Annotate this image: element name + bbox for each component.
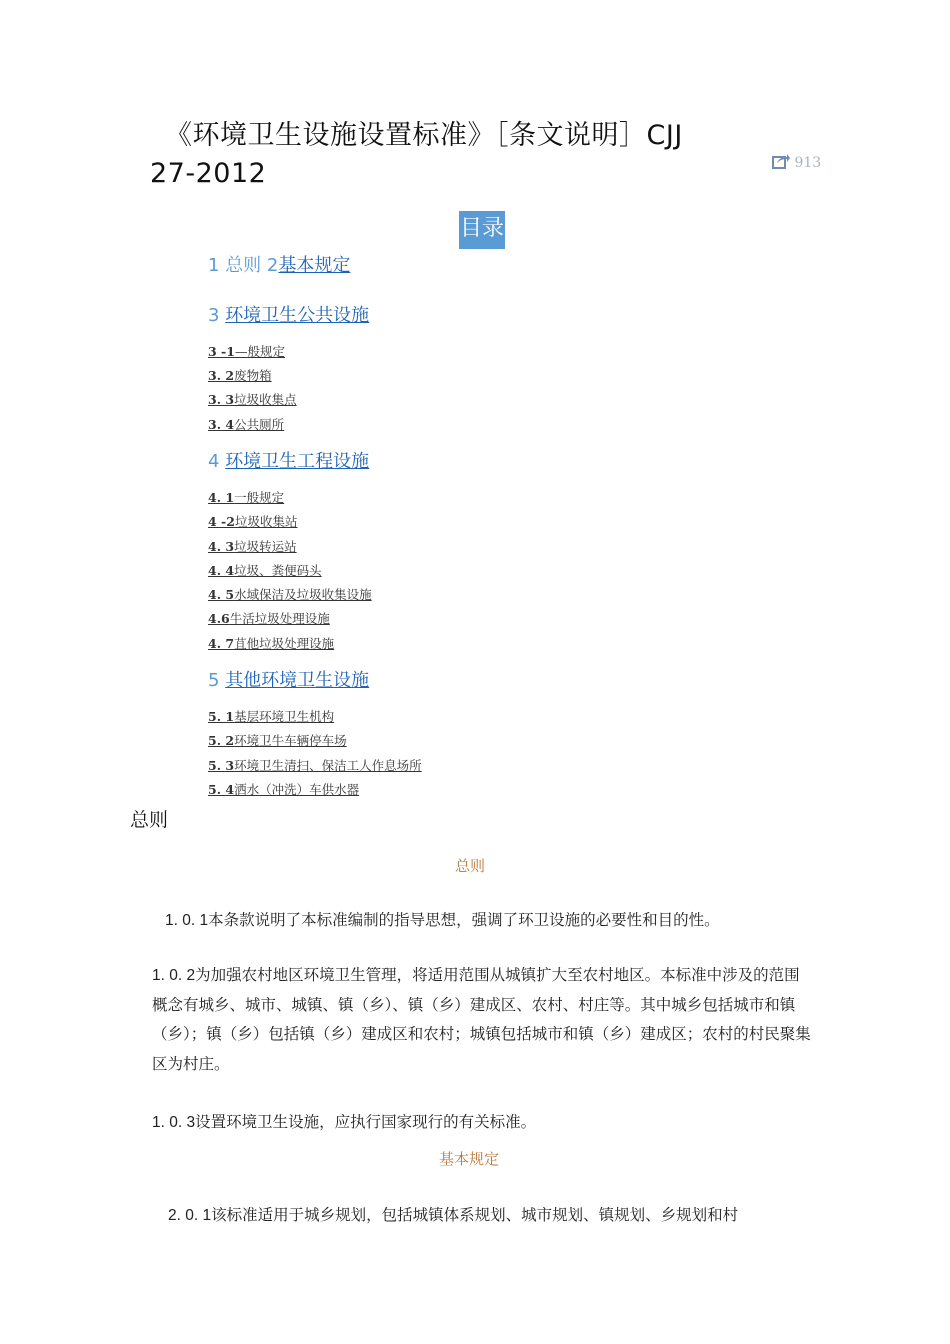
clause-number: 1. 0. 3 (152, 1114, 196, 1131)
toc-item-3-2[interactable]: 3. 2废物箱 (208, 368, 272, 383)
share-icon (772, 155, 794, 171)
share-count: 913 (794, 155, 822, 171)
section-plain-heading: 总则 (130, 809, 169, 831)
paragraph-1-0-2 (152, 961, 815, 1079)
toc-ch4-num: 4 (208, 451, 220, 472)
toc-ch4 (208, 447, 369, 473)
toc-item-4-3[interactable]: 4. 3垃圾转运站 (208, 539, 297, 554)
toc-ch5-num: 5 (208, 670, 220, 691)
toc-ch4-link[interactable]: 环境卫生工程设施 (225, 451, 370, 472)
toc-item-4-2[interactable]: 4 -2垃圾收集站 (208, 514, 298, 529)
toc-ch2-num: 2 (266, 255, 279, 276)
toc-item-4-1[interactable]: 4. 1一般规定 (208, 490, 285, 505)
toc-item-5-1[interactable]: 5. 1基层环境卫生机构 (208, 709, 335, 724)
toc-item-4-6[interactable]: 4.6牛活垃圾处理设施 (208, 611, 330, 626)
document-title-line1: 《环境卫生设施设置标准》［条文说明］CJJ (165, 120, 683, 151)
toc-row-ch1-ch2 (208, 251, 350, 277)
toc-item-4-5[interactable]: 4. 5水域保洁及垃圾收集设施 (208, 587, 372, 602)
clause-number: 2. 0. 1 (168, 1207, 212, 1224)
clause-number: 1. 0. 2 (152, 967, 196, 984)
clause-text: 为加强农村地区环境卫生管理，将适用范围从城镇扩大至农村地区。本标准中涉及的范围概念有城乡、城市、城镇、镇（乡）、镇（乡）建成区、农村、村庄等。其中城乡包括城市和镇（乡）；镇（乡）包括镇（乡）建成区和农村；城镇包括城市和镇（乡）建成区；农村的村民聚集区为村庄。 (152, 966, 811, 1073)
toc-item-5-2[interactable]: 5. 2环境卫牛车辆停车场 (208, 733, 347, 748)
toc-ch2-link[interactable]: 基本规定 (278, 255, 351, 276)
share-button[interactable] (772, 153, 821, 171)
toc-item-3-3[interactable]: 3. 3垃圾收集点 (208, 392, 297, 407)
clause-text: 设置环境卫生设施，应执行国家现行的有关标准。 (195, 1113, 537, 1131)
toc-item-5-4[interactable]: 5. 4洒水（冲洗）车供水器 (208, 782, 360, 797)
toc-ch5-link[interactable]: 其他环境卫生设施 (225, 670, 370, 691)
toc-ch1-num: 1 (208, 255, 220, 276)
toc-ch3 (208, 301, 369, 327)
paragraph-1-0-3 (152, 1108, 815, 1138)
document-title-line2: 27-2012 (150, 158, 267, 189)
toc-item-3-4[interactable]: 3. 4公共厕所 (208, 417, 285, 432)
toc-item-5-3[interactable]: 5. 3环境卫生清扫、保洁工人作息场所 (208, 758, 422, 773)
paragraph-1-0-1 (165, 906, 815, 936)
clause-number: 1. 0. 1 (165, 912, 209, 929)
toc-item-4-4[interactable]: 4. 4垃圾、粪便码头 (208, 563, 322, 578)
toc-badge: 目录 (459, 211, 505, 249)
toc-ch5 (208, 666, 369, 692)
toc-ch1-link[interactable]: 总则 (225, 255, 262, 276)
clause-text: 该标准适用于城乡规划，包括城镇体系规划、城市规划、镇规划、乡规划和村 (211, 1206, 739, 1224)
toc-item-3-1[interactable]: 3 -1—般规定 (208, 344, 285, 359)
toc-item-4-7[interactable]: 4. 7苴他垃圾处理设施 (208, 636, 335, 651)
section1-heading: 总则 (455, 857, 486, 875)
toc-ch3-num: 3 (208, 305, 220, 326)
paragraph-2-0-1 (168, 1201, 828, 1231)
toc-ch3-link[interactable]: 环境卫生公共设施 (225, 305, 370, 326)
section2-heading: 基本规定 (439, 1150, 500, 1168)
clause-text: 本条款说明了本标准编制的指导思想，强调了环卫设施的必要性和目的性。 (208, 911, 720, 929)
